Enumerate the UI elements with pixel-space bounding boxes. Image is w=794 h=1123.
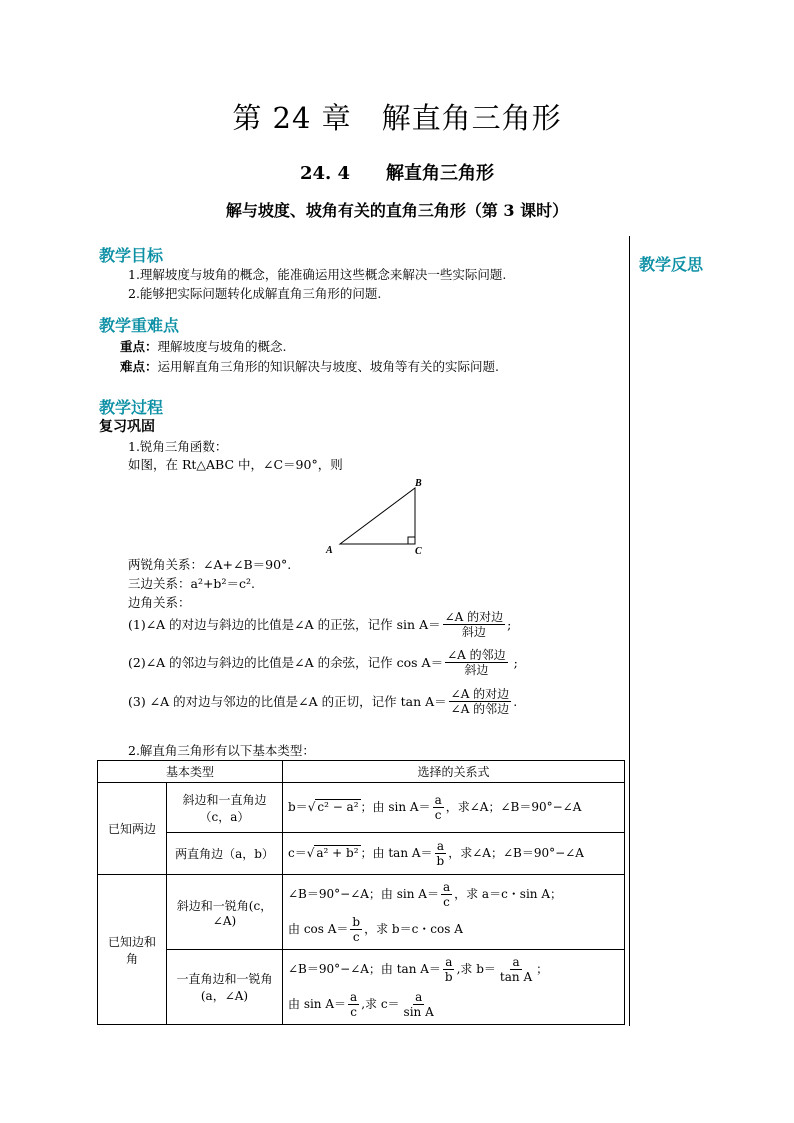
side-relation: 三边关系：a²+b²＝c². bbox=[128, 576, 255, 591]
fraction bbox=[498, 955, 534, 984]
denominator: c bbox=[434, 808, 442, 822]
header-type: 基本类型 bbox=[98, 761, 283, 783]
review-item-1: 1.锐角三角函数： bbox=[128, 439, 228, 454]
basic-types-table bbox=[97, 760, 625, 1025]
numerator: a bbox=[442, 880, 451, 894]
vertex-label-a: A bbox=[326, 545, 333, 556]
review-heading: 复习巩固 bbox=[99, 419, 155, 435]
vertex-label-b: B bbox=[415, 478, 422, 489]
formula-text: ，求 a＝c・sin A； bbox=[454, 887, 563, 901]
numerator: a bbox=[434, 793, 442, 807]
fraction bbox=[402, 990, 436, 1019]
formula-text: ； bbox=[536, 962, 549, 976]
table-row bbox=[98, 783, 625, 833]
denominator: sin A bbox=[403, 1005, 434, 1019]
denominator: b bbox=[444, 970, 453, 984]
sin-numerator: ∠A 的对边 bbox=[444, 610, 504, 624]
denominator: tan A bbox=[499, 970, 533, 984]
chapter-title: 第 24 章 解直角三角形 bbox=[232, 101, 562, 135]
cos-definition: (2)∠A 的邻边与斜边的比值是∠A 的余弦，记作 cos A＝ $\frac{\text{∠A 的邻边}}{\text{斜边}}$ ; bbox=[128, 648, 518, 677]
sqrt-term: a² + b² bbox=[316, 846, 359, 860]
sin-definition: (1)∠A 的对边与斜边的比值是∠A 的正弦，记作 sin A＝ $\frac{\text{∠A 的对边}}{\text{斜边}}$ ; bbox=[128, 610, 512, 639]
numerator: a bbox=[350, 990, 358, 1004]
header-formula: 选择的关系式 bbox=[283, 761, 625, 783]
numerator: b bbox=[352, 915, 361, 929]
tan-denominator: ∠A 的邻边 bbox=[450, 702, 510, 716]
reflection-heading: 教学反思 bbox=[639, 255, 704, 274]
formula-leg-angle bbox=[283, 950, 625, 1025]
numerator: a bbox=[436, 839, 444, 853]
tan-numerator: ∠A 的对边 bbox=[450, 687, 510, 701]
table-row bbox=[98, 833, 625, 875]
formula-text: ，求∠A；∠B＝90°−∠A bbox=[448, 846, 584, 860]
cos-numerator: ∠A 的邻边 bbox=[447, 648, 506, 662]
formula-text: ；由 tan A＝ bbox=[360, 846, 433, 860]
sin-fraction bbox=[443, 610, 506, 639]
formula-text: ,求 b＝ bbox=[456, 962, 496, 976]
sqrt-term: c² − a² bbox=[317, 800, 359, 814]
type-leg-angle: 一直角边和一锐角(a，∠A) bbox=[167, 950, 283, 1025]
vertex-label-c: C bbox=[415, 546, 422, 557]
fraction bbox=[441, 880, 452, 909]
formula-text: b＝ bbox=[288, 800, 308, 814]
formula-two-legs: c＝√ a² + b² ；由 tan A＝ $\frac{a}{b}$ ，求∠A；∠B＝90°−∠A bbox=[283, 833, 625, 875]
angle-relation: 两锐角关系：∠A+∠B＝90°. bbox=[128, 557, 292, 572]
focus-label: 重点： bbox=[120, 339, 158, 354]
difficulty-line bbox=[120, 358, 499, 376]
formula-text: c＝ bbox=[288, 846, 307, 860]
formula-text: ；由 sin A＝ bbox=[360, 800, 431, 814]
fraction bbox=[348, 990, 359, 1019]
side-angle-relation: 边角关系： bbox=[128, 595, 191, 610]
group-known-two-sides: 已知两边 bbox=[98, 783, 167, 875]
type-two-legs: 两直角边（a，b） bbox=[167, 833, 283, 875]
triangle-intro: 如图，在 Rt△ABC 中，∠C＝90°，则 bbox=[128, 457, 343, 472]
formula-text: 由 sin A＝ bbox=[288, 997, 347, 1011]
type-hyp-angle: 斜边和一锐角(c，∠A) bbox=[167, 875, 283, 950]
group-known-side-angle: 已知边和角 bbox=[98, 875, 167, 1025]
formula-text: ，求 b＝c・cos A bbox=[364, 922, 463, 936]
formula-hyp-leg: b＝√ c² − a² ；由 sin A＝ $\frac{a}{c}$ ，求∠A；∠B＝90°−∠A bbox=[283, 783, 625, 833]
formula-text: ，求∠A；∠B＝90°−∠A bbox=[445, 800, 582, 814]
type-hyp-leg: 斜边和一直角边（c，a） bbox=[167, 783, 283, 833]
fraction bbox=[350, 915, 362, 944]
fraction bbox=[433, 793, 444, 822]
difficulty-label: 难点： bbox=[120, 359, 158, 374]
process-heading: 教学过程 bbox=[99, 398, 164, 417]
denominator: c bbox=[352, 930, 360, 944]
numerator: a bbox=[415, 990, 423, 1004]
right-triangle-diagram bbox=[320, 474, 430, 558]
fraction bbox=[435, 839, 447, 868]
lesson-title: 解与坡度、坡角有关的直角三角形（第 3 课时） bbox=[225, 201, 569, 220]
fraction bbox=[443, 955, 455, 984]
table-row bbox=[98, 950, 625, 1025]
denominator: c bbox=[443, 895, 450, 909]
numerator: a bbox=[512, 955, 520, 969]
cos-text: (2)∠A 的邻边与斜边的比值是∠A 的余弦，记作 cos A＝ bbox=[128, 654, 444, 670]
numerator: a bbox=[445, 955, 453, 969]
formula-text: ,求 c＝ bbox=[361, 997, 400, 1011]
denominator: b bbox=[436, 854, 445, 868]
focus-line bbox=[120, 338, 287, 356]
formula-text: 由 cos A＝ bbox=[288, 922, 349, 936]
objectives-heading: 教学目标 bbox=[99, 246, 164, 265]
table-header-row bbox=[98, 761, 625, 783]
formula-hyp-angle bbox=[283, 875, 625, 950]
sin-denominator: 斜边 bbox=[461, 625, 486, 639]
section-title: 24. 4 解直角三角形 bbox=[299, 163, 495, 184]
tan-fraction bbox=[449, 687, 512, 716]
sin-text: (1)∠A 的对边与斜边的比值是∠A 的正弦，记作 sin A＝ bbox=[128, 616, 441, 632]
cos-denominator: 斜边 bbox=[464, 663, 489, 677]
tan-definition: (3) ∠A 的对边与邻边的比值是∠A 的正切，记作 tan A＝ $\frac{\text{∠A 的对边}}{\text{∠A 的邻边}}$ . bbox=[128, 687, 518, 716]
objective-item-2: 2.能够把实际问题转化成解直角三角形的问题. bbox=[128, 286, 382, 301]
objective-item-1: 1.理解坡度与坡角的概念，能准确运用这些概念来解决一些实际问题. bbox=[128, 267, 507, 282]
cos-fraction bbox=[445, 648, 508, 677]
reflection-divider bbox=[629, 236, 630, 1026]
review-item-2: 2.解直角三角形有以下基本类型： bbox=[128, 743, 315, 758]
table-row bbox=[98, 875, 625, 950]
focus-text: 理解坡度与坡角的概念. bbox=[157, 339, 287, 354]
key-points-heading: 教学重难点 bbox=[99, 316, 180, 335]
formula-text: ∠B＝90°−∠A；由 sin A＝ bbox=[288, 887, 439, 901]
tan-text: (3) ∠A 的对边与邻边的比值是∠A 的正切，记作 tan A＝ bbox=[128, 693, 447, 709]
denominator: c bbox=[350, 1005, 357, 1019]
formula-text: ∠B＝90°−∠A；由 tan A＝ bbox=[288, 962, 441, 976]
difficulty-text: 运用解直角三角形的知识解决与坡度、坡角等有关的实际问题. bbox=[157, 359, 499, 374]
